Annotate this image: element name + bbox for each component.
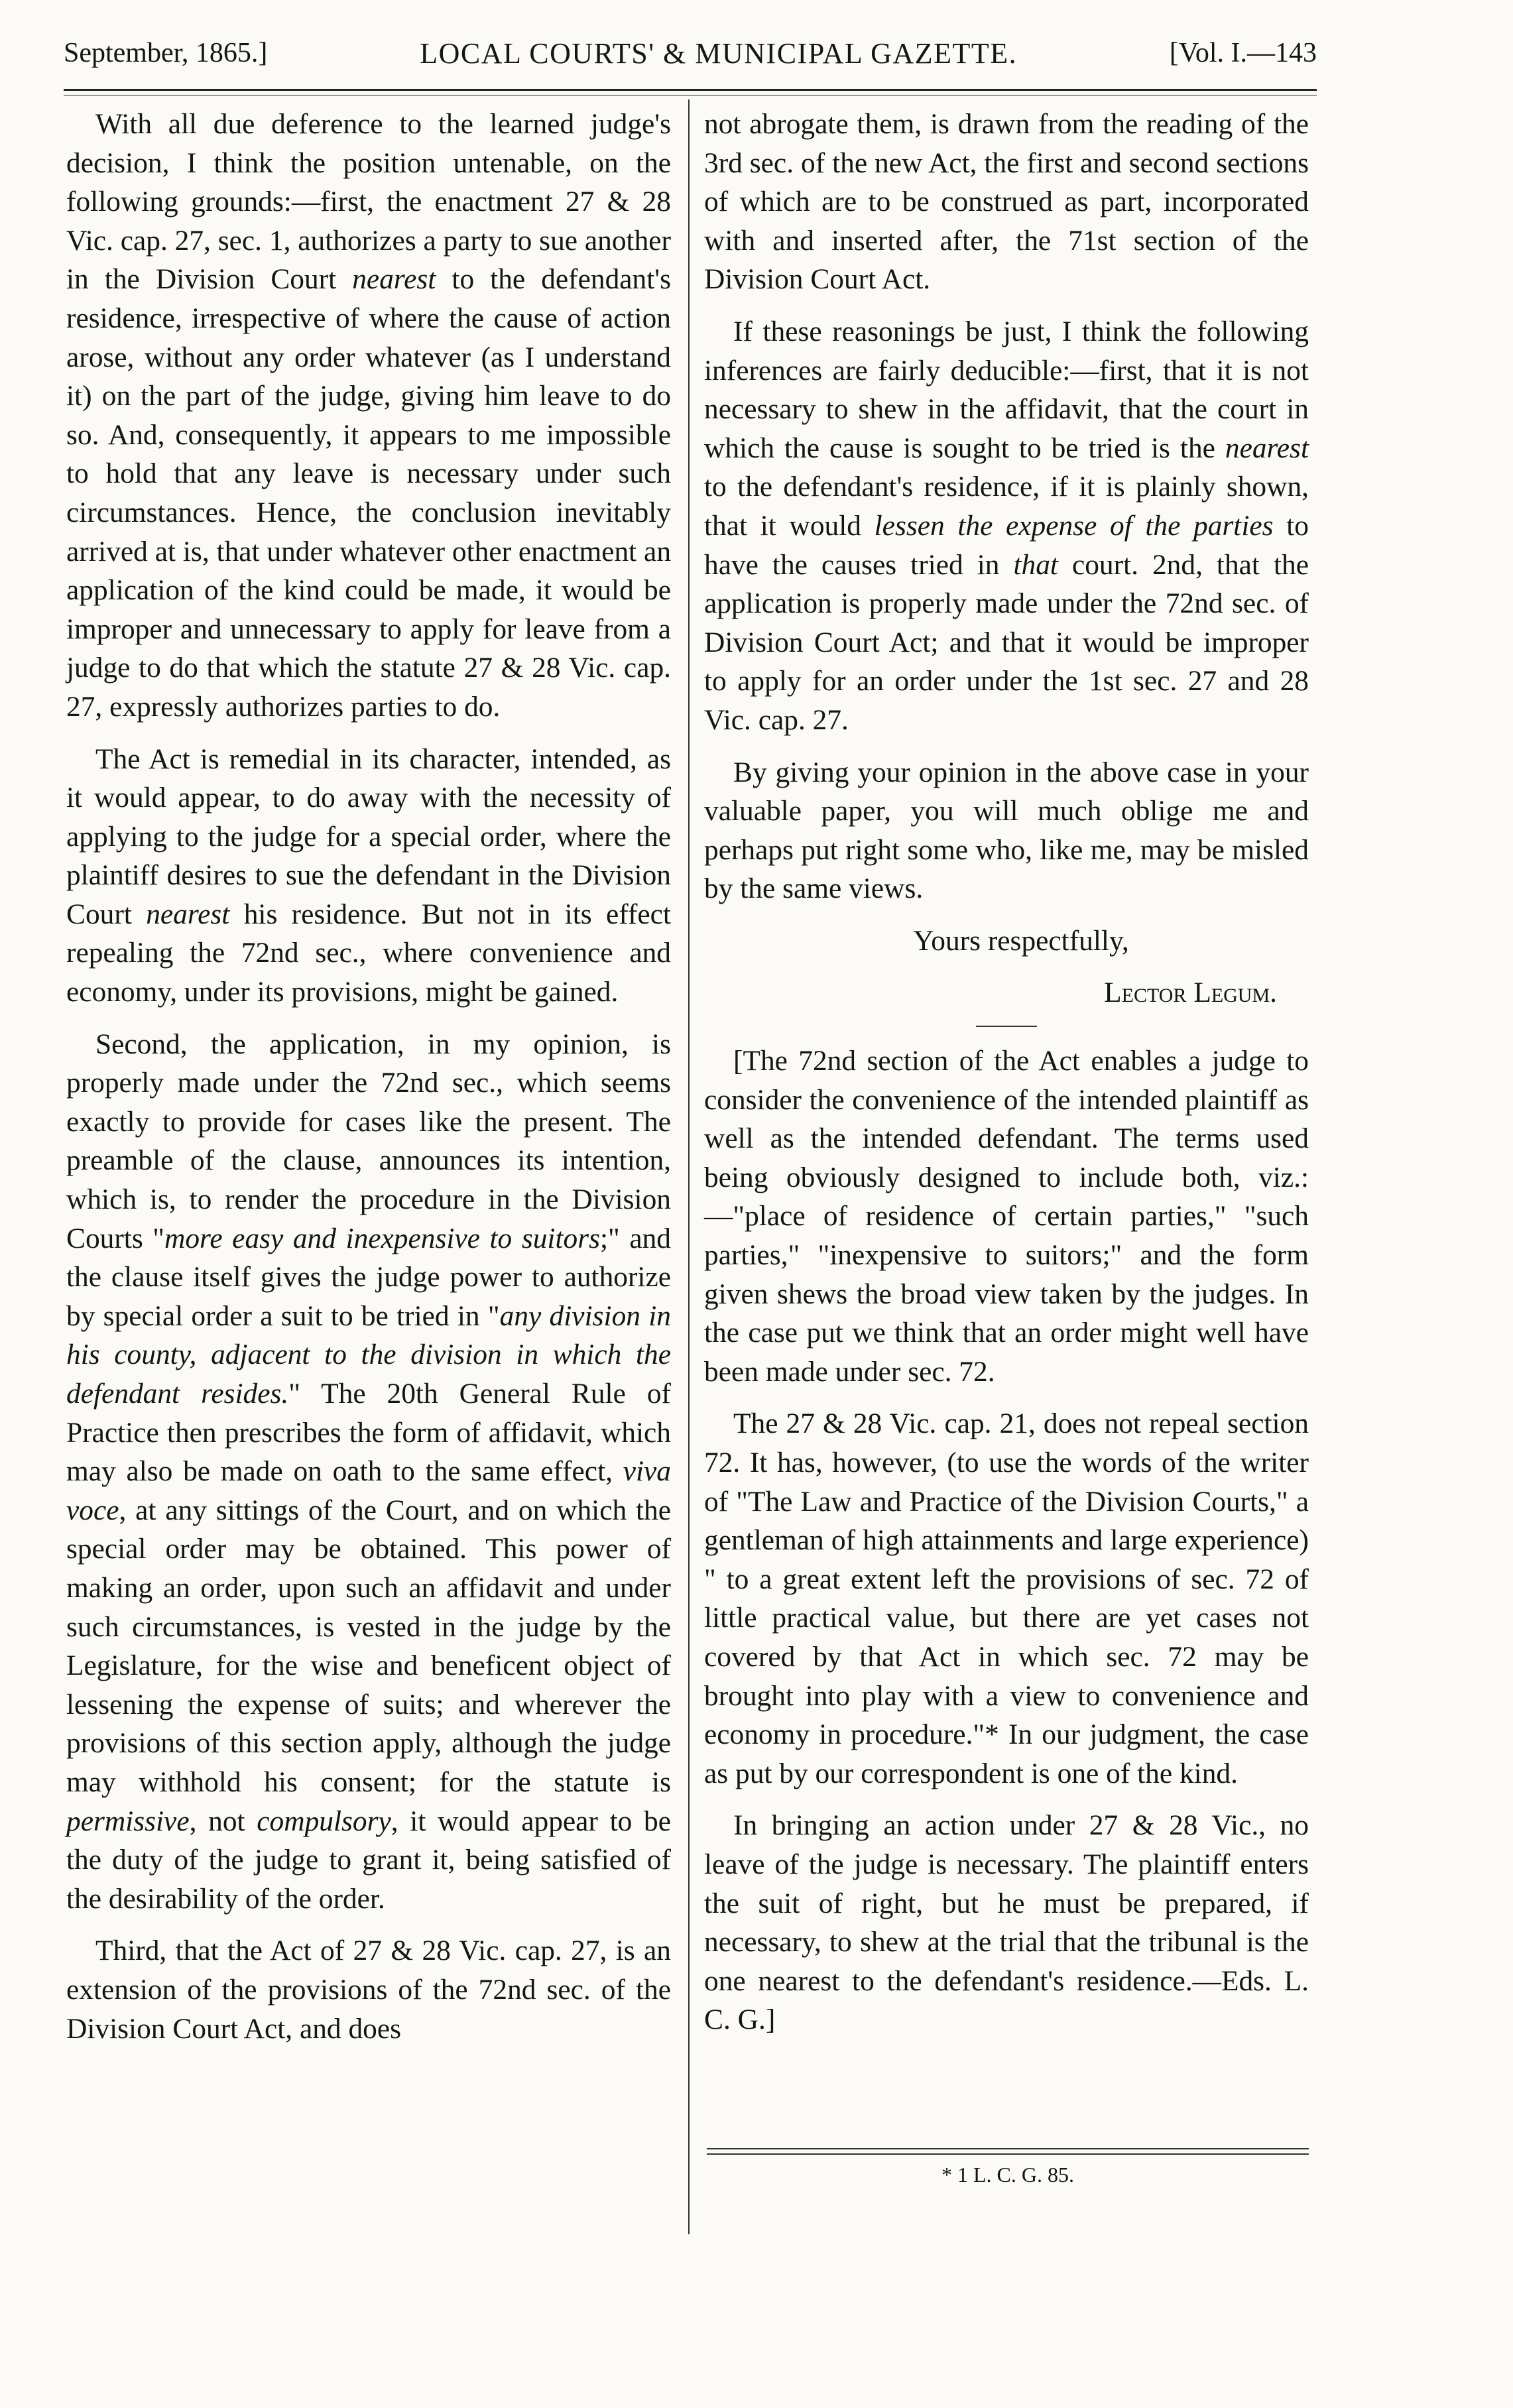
header-rule xyxy=(64,89,1317,91)
text-run: ;" and the clause itself gives the judge power to authorize by special order a suit to be tried in " xyxy=(66,1222,672,1332)
italic-text: nearest xyxy=(1225,432,1309,464)
italic-text: nearest xyxy=(146,898,230,930)
italic-text: more easy and inexpensive to suitors xyxy=(164,1222,600,1254)
header-title: LOCAL COURTS' & MUNICIPAL GAZETTE. xyxy=(420,36,1018,70)
text-run: to the defendant's residence, irrespective of where the cause of action arose, without any order whatever (as I understand it) on the part of the judge, giving him leave to do so. And, consequently, it appears to me impossible to hold that any leave is necessary under such circumstances. Hence, the conclusion inevitably arrived at is, that under whatever other enactment an application of the kind could be made, it would be improper and unnecessary to apply for leave from a judge to do that which the statute 27 & 28 Vic. cap. 27, expressly authorizes parties to do. xyxy=(66,263,672,723)
italic-text: that xyxy=(1013,548,1058,581)
text-run: If these reasonings be just, I think the following inferences are fairly deducible:—first, that it is not necessary to shew in the affidavit, that the court in which the cause is sought to be tried is the xyxy=(704,315,1309,464)
text-run: court. 2nd, that the application is properly made under the 72nd sec. of Division Court Act; and that it would be improper to apply for an order under the 1st sec. 27 and 28 Vic. cap. 27. xyxy=(704,548,1309,736)
italic-text: viva voce xyxy=(66,1455,671,1526)
header-date: September, 1865.] xyxy=(64,38,268,68)
paragraph xyxy=(704,105,1309,299)
paragraph xyxy=(704,753,1309,908)
left-column xyxy=(66,105,671,2061)
paragraph xyxy=(66,740,671,1012)
paragraph xyxy=(704,312,1309,740)
text-run: not abrogate them, is drawn from the reading of the 3rd sec. of the new Act, the first and second sections of which are to be construed as part, incorporated with and inserted after, the 71st section of the Division Court Act. xyxy=(704,108,1309,296)
letter-closing: Yours respectfully, xyxy=(913,924,1129,957)
text-run: The 27 & 28 Vic. cap. 21, does not repeal section 72. It has, however, (to use the words of the writer of "The Law and Practice of the Division Courts," a gentleman of high attainments and large experience) " to a great extent left the provisions of sec. 72 of little practical value, but there are yet cases not covered by that Act in which sec. 72 may be brought into play with a view to convenience and economy in procedure."* In our judgment, the case as put by our correspondent is one of the kind. xyxy=(704,1408,1309,1789)
text-run: With all due deference to the learned judge's decision, I think the position untenable, on the following grounds:—first, the enactment 27 & 28 Vic. cap. 27, sec. 1, authorizes a party to sue another in the Division Court xyxy=(66,108,671,296)
italic-text: compulsory xyxy=(257,1805,391,1837)
text-run: By giving your opinion in the above case in your valuable paper, you will much oblige me and perhaps put right some who, like me, may be misled by the same views. xyxy=(704,756,1309,905)
paragraph xyxy=(704,1404,1309,1793)
text-run: , not xyxy=(189,1805,257,1837)
italic-text: lessen the expense of the parties xyxy=(874,509,1274,542)
italic-text: nearest xyxy=(352,263,436,296)
letter-signature: Lector Legum. xyxy=(1104,977,1277,1009)
text-run: his residence. But not in its effect repealing the 72nd sec., where convenience and economy, under its provisions, might be gained. xyxy=(66,898,671,1008)
page-header xyxy=(64,27,1317,80)
text-run: Second, the application, in my opinion, is properly made under the 72nd sec., which seems exactly to provide for cases like the present. The preamble of the clause, announces its intention, which is, to render the procedure in the Division Courts " xyxy=(66,1028,671,1254)
paragraph xyxy=(66,105,671,727)
right-column xyxy=(704,105,1309,2053)
section-rule xyxy=(976,1026,1037,1027)
paragraph xyxy=(66,1931,671,2048)
paragraph xyxy=(704,1806,1309,2039)
paragraph xyxy=(66,1025,671,1919)
text-run: , at any sittings of the Court, and on which the special order may be obtained. This power of making an order, upon such an affidavit and under such circumstances, is vested in the judge by the Legislature, for the wise and beneficent object of lessening the expense of suits; and wherever the provisions of this section apply, although the judge may withhold his consent; for the statute is xyxy=(66,1494,671,1798)
text-run: [The 72nd section of the Act enables a judge to consider the convenience of the intended plaintiff as well as the intended defendant. The terms used being obviously designed to include both, viz.:—"place of residence of certain parties," "such parties," "inexpensive to suitors;" and the form given shews the broad view taken by the judges. In the case put we think that an order might well have been made under sec. 72. xyxy=(704,1045,1309,1388)
italic-text: any division in his county, adjacent to the division in which the defendant resides. xyxy=(66,1299,671,1410)
column-divider xyxy=(688,99,690,2234)
text-run: to the defendant's residence, if it is plainly shown, that it would xyxy=(704,471,1309,542)
footnote-rule xyxy=(707,2148,1309,2149)
text-run: Third, that the Act of 27 & 28 Vic. cap. 27, is an extension of the provisions of the 72nd sec. of the Division Court Act, and does xyxy=(66,1935,671,2045)
text-run: The Act is remedial in its character, intended, as it would appear, to do away with the necessity of applying to the judge for a special order, where the plaintiff desires to sue the defendant in the Division Court xyxy=(66,743,671,930)
text-run: to have the causes tried in xyxy=(704,509,1309,581)
italic-text: permissive xyxy=(66,1805,190,1837)
header-volume: [Vol. I.—143 xyxy=(1169,38,1317,68)
text-run: In bringing an action under 27 & 28 Vic., no leave of the judge is necessary. The plaintiff enters the suit of right, but he must be prepared, if necessary, to shew at the trial that the tribunal is the one nearest to the defendant's residence.—Eds. L. C. G.] xyxy=(704,1809,1309,2036)
text-run: " The 20th General Rule of Practice then prescribes the form of affidavit, which may also be made on oath to the same effect, xyxy=(66,1378,671,1488)
footnote: * 1 L. C. G. 85. xyxy=(941,2163,1074,2187)
paragraph xyxy=(704,1042,1309,1391)
text-run: , it would appear to be the duty of the judge to grant it, being satisfied of the desirability of the order. xyxy=(66,1805,671,1915)
footnote-rule-thin xyxy=(707,2153,1309,2155)
